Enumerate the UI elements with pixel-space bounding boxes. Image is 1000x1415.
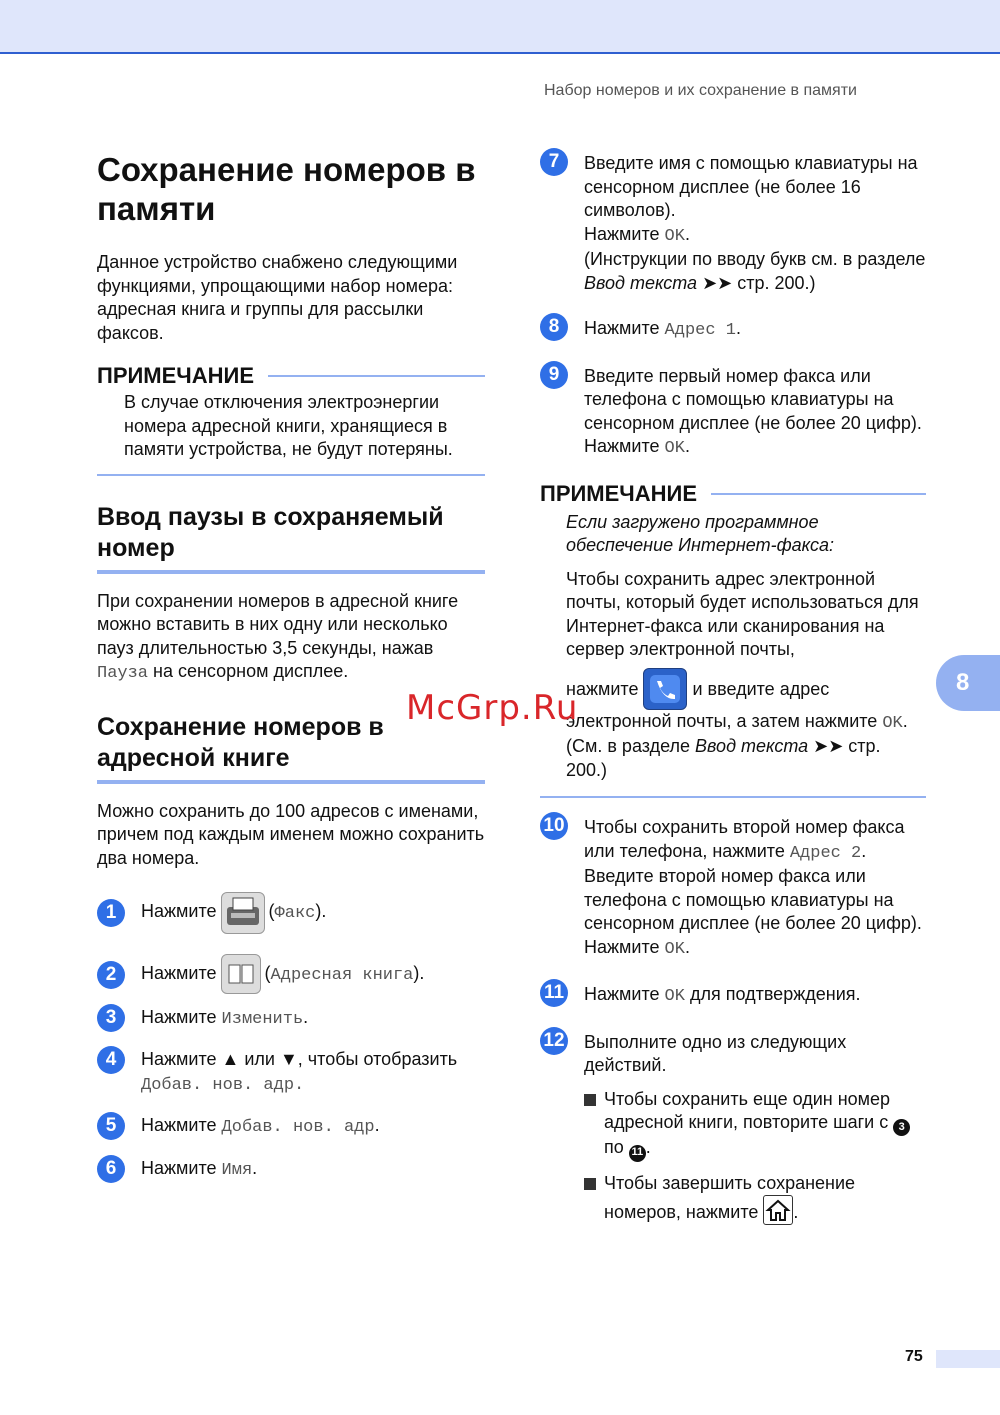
step-2 [97, 954, 485, 1004]
step-9-number: 9 [540, 361, 568, 389]
step-6 [97, 1155, 485, 1183]
step-9-line-2 [584, 435, 926, 461]
section-pause-heading: Ввод паузы в сохраняемый номер [97, 502, 485, 574]
step-10-line-2: Введите второй номер факса или телефона с помощью клавиатуры на сенсорном дисплее (не более 20 цифр). [584, 866, 922, 933]
step-10-number: 10 [540, 812, 568, 840]
pause-text-b: на сенсорном дисплее. [148, 661, 349, 681]
bullet-1-end: . [645, 1137, 651, 1158]
step-11-ok: OK [664, 987, 685, 1006]
step-3-label: Нажмите [141, 1007, 222, 1027]
note-2-rule [711, 493, 926, 495]
step-5-code: Добав. нов. адр [221, 1118, 375, 1137]
step-2-text [141, 962, 217, 986]
step-7-press: Нажмите [584, 223, 665, 244]
bullet-2-a: Чтобы завершить сохранение номеров, нажмите [604, 1172, 856, 1222]
step-2-code-wrap [265, 962, 425, 988]
step-4-text [141, 1048, 457, 1097]
step-10-dot: . [861, 840, 867, 861]
step-6-label: Нажмите [141, 1158, 222, 1178]
bullet-1-mid: по [604, 1137, 629, 1158]
page-number: 75 [905, 1348, 923, 1365]
chapter-tab: 8 [936, 655, 1000, 711]
note-2-press: нажмите [566, 678, 644, 699]
bullet-square [584, 1094, 596, 1106]
step-12-bullet-2 [584, 1172, 924, 1226]
step-1-pre: ( [268, 901, 275, 921]
section-pause-text [97, 590, 485, 686]
step-3-post: . [303, 1007, 309, 1027]
step-7-dot: . [684, 223, 690, 244]
step-12-number: 12 [540, 1027, 568, 1055]
step-11-text [584, 983, 861, 1009]
step-7-ref-b: ➤➤ стр. 200.) [697, 272, 816, 293]
intro-paragraph: Данное устройство снабжено следующими функциями, упрощающими набор номера: адресная книга и группы для рассылки факсов. [97, 252, 458, 343]
header-band [0, 0, 1000, 54]
step-8-press: Нажмите [584, 318, 665, 338]
step-5-post: . [374, 1115, 380, 1135]
step-10-code: Адрес 2 [789, 843, 862, 863]
note-2-see: . (См. в разделе [566, 710, 908, 756]
note-2-header [540, 481, 926, 507]
fax-icon [221, 892, 265, 934]
step-9-line-1: Введите первый номер факса или телефона с помощью клавиатуры на сенсорном дисплее (не более 20 цифр). [584, 365, 922, 433]
note-2-italic: Если загружено программное обеспечение Интернет-факса: [566, 511, 834, 555]
step-5-text [141, 1114, 380, 1140]
step-11-press: Нажмите [584, 984, 665, 1004]
phone-email-icon [643, 668, 687, 710]
note-1-heading: ПРИМЕЧАНИЕ [97, 363, 255, 388]
left-column [97, 140, 485, 1183]
step-11-number: 11 [540, 979, 568, 1007]
step-2-pre: ( [264, 963, 271, 983]
step-11 [540, 979, 926, 1009]
page-title: Сохранение номеров в памяти [97, 151, 476, 227]
step-1-label: Нажмите [141, 901, 217, 921]
step-7-text [584, 152, 926, 295]
step-11-rest: для подтверждения. [684, 984, 861, 1004]
step-2-post: ). [413, 963, 425, 983]
note-2-p2 [566, 668, 926, 783]
note-2-body [540, 511, 926, 783]
section-addressbook-heading: Сохранение номеров в адресной книге [97, 712, 485, 784]
step-10-lead: Чтобы сохранить второй номер факса или телефона, нажмите [584, 817, 905, 861]
step-5-number: 5 [97, 1112, 125, 1140]
step-9-text [584, 365, 926, 461]
step-12-lead: Выполните одно из следующих действий. [584, 1031, 847, 1075]
step-10-ok: OK [664, 939, 685, 959]
step-5 [97, 1112, 485, 1155]
step-3 [97, 1004, 485, 1046]
steps-left [97, 892, 485, 1183]
pause-text-a: При сохранении номеров в адресной книге можно вставить в них одну или несколько пауз длительностью 3,5 секунды, нажав [97, 590, 459, 658]
note-2-heading: ПРИМЕЧАНИЕ [540, 480, 698, 506]
step-4-number: 4 [97, 1046, 125, 1074]
step-8-dot: . [735, 318, 741, 338]
step-12-bullet-1 [584, 1088, 924, 1162]
step-10-line-1 [584, 816, 926, 865]
step-8 [540, 313, 926, 343]
step-9-ok: OK [664, 439, 685, 458]
step-10-press: Нажмите [584, 936, 665, 957]
step-6-code: Имя [221, 1161, 253, 1180]
note-2-ref-b: ➤➤ стр. 200.) [566, 736, 881, 780]
step-9-press: Нажмите [584, 436, 665, 456]
pause-code: Пауза [97, 664, 149, 683]
note-1-rule [268, 375, 485, 377]
step-7-ref-link: Ввод текста [584, 272, 698, 293]
step-7-ok: OK [664, 226, 685, 246]
step-4-code: Добав. нов. адр. [141, 1075, 305, 1095]
step-4 [97, 1046, 485, 1112]
address-book-icon [221, 954, 261, 994]
step-7-line-1: Введите имя с помощью клавиатуры на сенсорном дисплее (не более 16 символов). [584, 153, 918, 220]
note-2-p1: Чтобы сохранить адрес электронной почты, который будет использоваться для Интернет-факса или сканирования на сервер электронной почты, [566, 568, 919, 659]
step-7-line-3 [584, 248, 926, 295]
step-6-text [141, 1157, 257, 1183]
step-9 [540, 361, 926, 461]
note-2-mid: и введите адрес электронной почты, а затем нажмите [566, 678, 883, 731]
step-7-line-2 [584, 223, 926, 249]
step-10-text [584, 816, 926, 961]
step-1-code: Факс [274, 904, 316, 923]
step-8-code: Адрес 1 [664, 321, 736, 340]
note-2-ref-link: Ввод текста [695, 736, 809, 756]
right-column [540, 148, 926, 1225]
step-2-code: Адресная книга [270, 966, 414, 985]
step-8-text [584, 317, 741, 343]
watermark: McGrp.Ru [406, 688, 579, 728]
note-1-end-rule [97, 474, 485, 476]
note-1 [97, 363, 485, 476]
bullet-1-text [604, 1088, 924, 1162]
note-2-end-rule [540, 796, 926, 798]
note-2 [540, 481, 926, 799]
step-7-number: 7 [540, 148, 568, 176]
step-10-end: . [684, 936, 690, 957]
step-7 [540, 148, 926, 295]
running-title: Набор номеров и их сохранение в памяти [544, 82, 857, 99]
bullet-2-end: . [793, 1202, 799, 1222]
note-1-text: В случае отключения электроэнергии номера адресной книги, хранящиеся в памяти устройства, не будут потеряны. [124, 392, 453, 459]
step-7-ref-a: (Инструкции по вводу букв см. в разделе [584, 249, 926, 269]
step-4-label: Нажмите ▲ или ▼, чтобы отобразить [141, 1049, 458, 1069]
step-12-text [584, 1031, 924, 1226]
step-1-post: ). [315, 901, 327, 921]
step-1-code-wrap [269, 900, 327, 926]
step-3-code: Изменить [221, 1010, 304, 1029]
step-1-text [141, 900, 217, 924]
step-2-label: Нажмите [141, 963, 217, 983]
page-number-bar [936, 1350, 1000, 1368]
step-10 [540, 812, 926, 961]
bullet-2-text [604, 1172, 924, 1226]
step-ref-11: 11 [629, 1145, 646, 1162]
note-1-header [97, 363, 485, 389]
step-2-number: 2 [97, 961, 125, 989]
step-3-text [141, 1006, 308, 1032]
step-6-number: 6 [97, 1155, 125, 1183]
step-6-post: . [252, 1158, 258, 1178]
step-8-number: 8 [540, 313, 568, 341]
step-10-line-3 [584, 936, 926, 962]
note-2-ok: OK [882, 713, 903, 733]
step-12 [540, 1027, 926, 1226]
step-1-number: 1 [97, 899, 125, 927]
bullet-1-a: Чтобы сохранить еще один номер адресной книги, повторите шаги с [604, 1088, 894, 1132]
step-1 [97, 892, 485, 954]
step-3-number: 3 [97, 1004, 125, 1032]
home-icon [763, 1195, 793, 1225]
section-addressbook-text: Можно сохранить до 100 адресов с именами, причем под каждым именем можно сохранить два номера. [97, 800, 485, 868]
step-5-label: Нажмите [141, 1115, 222, 1135]
step-9-dot: . [684, 436, 690, 456]
bullet-square [584, 1178, 596, 1190]
step-ref-3: 3 [893, 1119, 910, 1136]
